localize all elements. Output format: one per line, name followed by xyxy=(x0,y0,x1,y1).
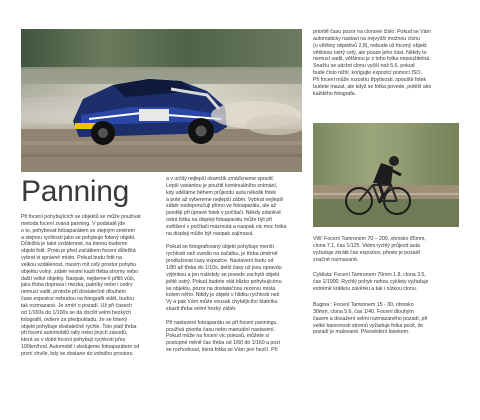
caption-vw: VW: Focení Tamronem 70 – 200, ohnisko 85mm, clona 7.1, čas 1/125. Velmi rychlý průjezd auta vyžaduje zkrátit čas expozice, přesto je pozadí značně rozmazané. xyxy=(313,236,426,263)
caption-cyclist: Cyklista: Focení Tamronem 70mm 1.8, clona 3.5, čas 1/1000. Rychlý pohyb nohou cyklisty vyžaduje extrémě krátkou závěrku a tak i nízkou clonu. xyxy=(313,272,429,292)
cyclist-illustration xyxy=(313,123,459,227)
article-title: Panning xyxy=(21,175,129,208)
rally-car-photo xyxy=(21,29,302,172)
article-column-2: a v určitý nejlepší okamžik zmáčkneme spoušť. Lepší variantou je použití kontinuálního snímání, kdy uděláme během průjezdu auta několik fotek a poté až vybereme nejlepší záběr. Vybírat nejlepší záběr nedoporučuji přímo ve fotoaparátu, ale až později při úpravě fotek v počítači. Někdy zdánlivě ostrá fotka na displeji fotoaparátu může být při zvětšení v počítači mázmutá a naopak nic moc fotka na displeji může být naopak zajímavá. Pokud se fotografovaný objekt pohybuje menší rychlostí než uvedlo na začátku, je třeba úměrně prodlužovat časy expozice. Nastavení budu od 1/80 až třeba do 1/10s, delší časy už jsou opravdu výjimkou a jen málokdy se povede zachytit objekt ještě ostrý. Pokud budete stát blízko pohybujícímu se objektu, pozor na dostatečnou rezervu místa kolem něho. Nikdy je objekt v hlídku rychlostí než Vy a pak Vám může vousak chybějícího blatníku zkazit třeba velmi hezký záběr. Při nastavení fotoaparátu se při focení panningu používá priorita času nebo manuální nastavení. Pokud může na focení víc pokusů, můžete si postupně měnit čas třeba od 1/60 do 1/160 a pozi se rozhodnout, která fotka se Vám jeví hezčí. Při xyxy=(166,176,287,354)
caption-buggy: Bugina : Focení Tamronem 15 - 30, ohnisko 30mm, clona 5.6, čas 1/40. Focení dlouhým časem a dosažení velmi rozmazaného pozadí, při velké barevnosti stromů vyžaduje fotka pocit, že pozadí je malované. Přesvědení bisekem. xyxy=(313,302,428,336)
cyclist-photo xyxy=(313,123,459,227)
article-column-3: prioritě času pozor na clonové číslo. Pokud se Vám automaticky nastaví na nejvyšší možnou clonu (u většiny objektivů 2,8), nebude už focený objekt většinou ostrý celý, ale pouze jeho část. Někdy to nemusí vadit, většinou je z toho fotka nepoužitelná. Snažíu se udržet clonu vyšší než 5,6, pokud bude číslo nižší, korigujte expozicí pomocí ISO. Při focení může rozostru třpytivosti, spouště fotek budete mazat, ale když se fotka povede, potěší ako každého fotografa. xyxy=(313,29,432,97)
article-column-1: Při focení pohybujících se objektů se může používat metoda focení zvaná panning. V podstatě jde o to, pohybovat fotoaparátem se stejným směrem a stejnou rychlostí jako se pohybuje fotený objekt. Důležitá je také vzdálenost, na kterou budeme objekt fotit. Proto je před začátkem focení důležitá vybrat si správné místo. Pokud budu fotit na velkou vzdálenost, musím mít celý prostor pohybu objektu volný, záběr nesmí kazit třeba stromy nebo další velké objekty. Naopak, nejdeme-li příliš vůči, jako třeba doprava i mezka, patníky nebo i cedry nemusí vadit, protože při dostatečně dlouhém čase expozice nebudou na fotografii vidět, budou tak rozmazané. Je zmírí o pozadí. Už při časech od 1/160s do 1/100s se dá docílit velmi hezkých fotografií, ovšem za předpokladu, že se fotený objekt pohybuje dostatečně rychle. Toto platí třeba při focení automobilů rally nebo jiných závodů, která se v době focení pohybují rychlostí přes 100km/hod. Automobil i sledujeme fotoaparátem od první chvíle, kdy se dostane do volného prostoru xyxy=(21,214,141,357)
rally-car-illustration xyxy=(21,29,302,172)
